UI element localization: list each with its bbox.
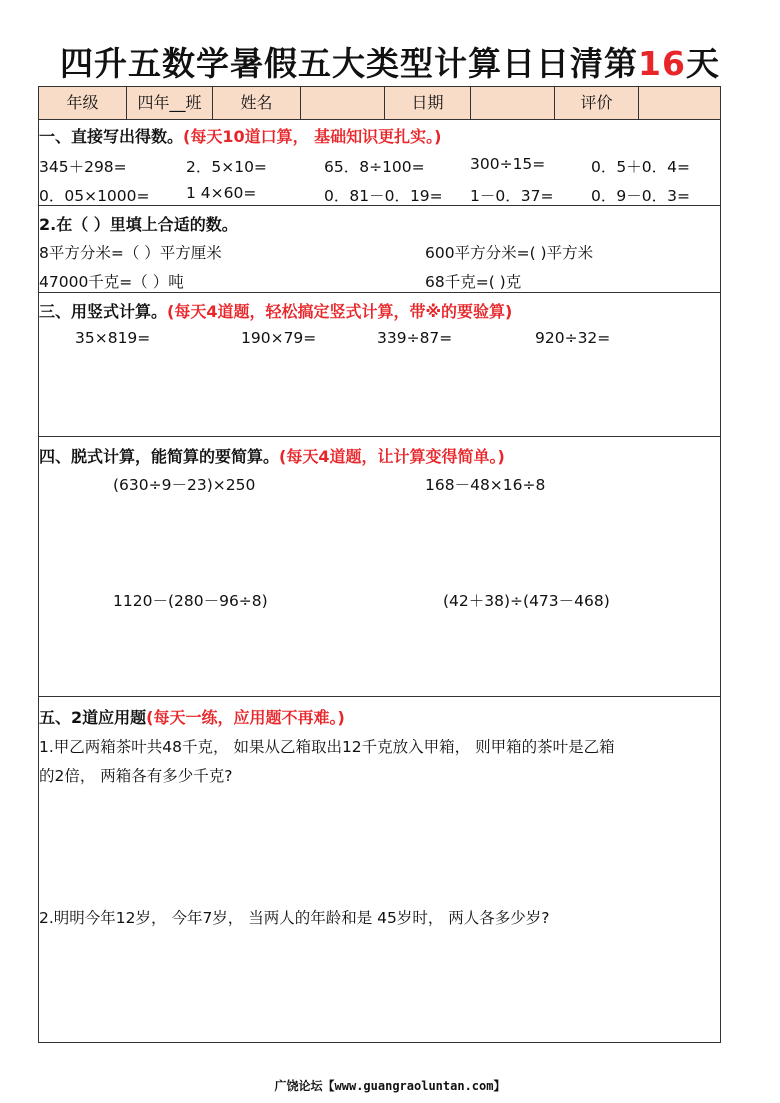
- step-calc-item: 168－48×16÷8: [425, 476, 546, 494]
- section5-heading: 五、2道应用题(每天一练，应用题不再难。): [39, 708, 345, 727]
- section1-heading: 一、直接写出得数。(每天10道口算， 基础知识更扎实。): [39, 127, 442, 146]
- vertical-calc-item: 339÷87=: [377, 329, 453, 347]
- word-problem-1-cont: 的2倍， 两箱各有多少千克?: [39, 767, 233, 785]
- footer-site-name: 广饶论坛: [274, 1079, 323, 1093]
- day-number: 16: [638, 44, 686, 83]
- oral-item: 300÷15=: [470, 155, 546, 173]
- section3-heading: 三、用竖式计算。(每天4道题，轻松搞定竖式计算，带※的要验算): [39, 302, 513, 321]
- rating-field[interactable]: [639, 87, 720, 119]
- divider: [39, 205, 720, 206]
- section4-heading: 四、脱式计算，能简算的要简算。(每天4道题，让计算变得简单。): [39, 447, 505, 466]
- class-field[interactable]: 四年__班: [127, 87, 213, 119]
- footer-link[interactable]: 【www.guangraoluntan.com】: [322, 1079, 506, 1093]
- vertical-calc-item: 190×79=: [241, 329, 317, 347]
- word-problem-1: 1.甲乙两箱茶叶共48千克， 如果从乙箱取出12千克放入甲箱， 则甲箱的茶叶是乙箱: [39, 738, 615, 756]
- footer: [0, 1077, 780, 1094]
- oral-item: 0．05×1000=: [39, 187, 150, 205]
- oral-item: 65．8÷100=: [324, 158, 425, 176]
- worksheet-frame: [38, 86, 721, 1043]
- page-title: 四升五数学暑假五大类型计算日日清第16天: [60, 44, 720, 83]
- step-calc-item: 1120－(280－96÷8): [113, 592, 268, 610]
- date-label: 日期: [385, 87, 471, 119]
- oral-item: 1 4×60=: [186, 184, 257, 202]
- date-field[interactable]: [471, 87, 555, 119]
- step-calc-item: (630÷9－23)×250: [113, 476, 256, 494]
- step-calc-item: (42＋38)÷(473－468): [443, 592, 610, 610]
- oral-item: 0．9－0．3=: [591, 187, 690, 205]
- oral-item: 1－0．37=: [470, 187, 554, 205]
- name-label: 姓名: [213, 87, 301, 119]
- name-field[interactable]: [301, 87, 385, 119]
- divider: [39, 292, 720, 293]
- fill-item: 600平方分米=( )平方米: [425, 244, 594, 262]
- section2-heading: 2.在（ ）里填上合适的数。: [39, 215, 238, 234]
- divider: [39, 696, 720, 697]
- word-problem-2: 2.明明今年12岁， 今年7岁， 当两人的年龄和是 45岁时， 两人各多少岁?: [39, 909, 550, 927]
- oral-item: 2．5×10=: [186, 158, 267, 176]
- grade-label: 年级: [39, 87, 127, 119]
- rating-label: 评价: [555, 87, 639, 119]
- divider: [39, 436, 720, 437]
- oral-item: 345＋298=: [39, 158, 127, 176]
- fill-item: 47000千克=（ ）吨: [39, 273, 184, 291]
- vertical-calc-item: 35×819=: [75, 329, 151, 347]
- oral-item: 0．81－0．19=: [324, 187, 443, 205]
- fill-item: 8平方分米=（ ）平方厘米: [39, 244, 222, 262]
- vertical-calc-item: 920÷32=: [535, 329, 611, 347]
- oral-item: 0．5＋0．4=: [591, 158, 690, 176]
- fill-item: 68千克=( )克: [425, 273, 522, 291]
- info-header: [39, 87, 720, 120]
